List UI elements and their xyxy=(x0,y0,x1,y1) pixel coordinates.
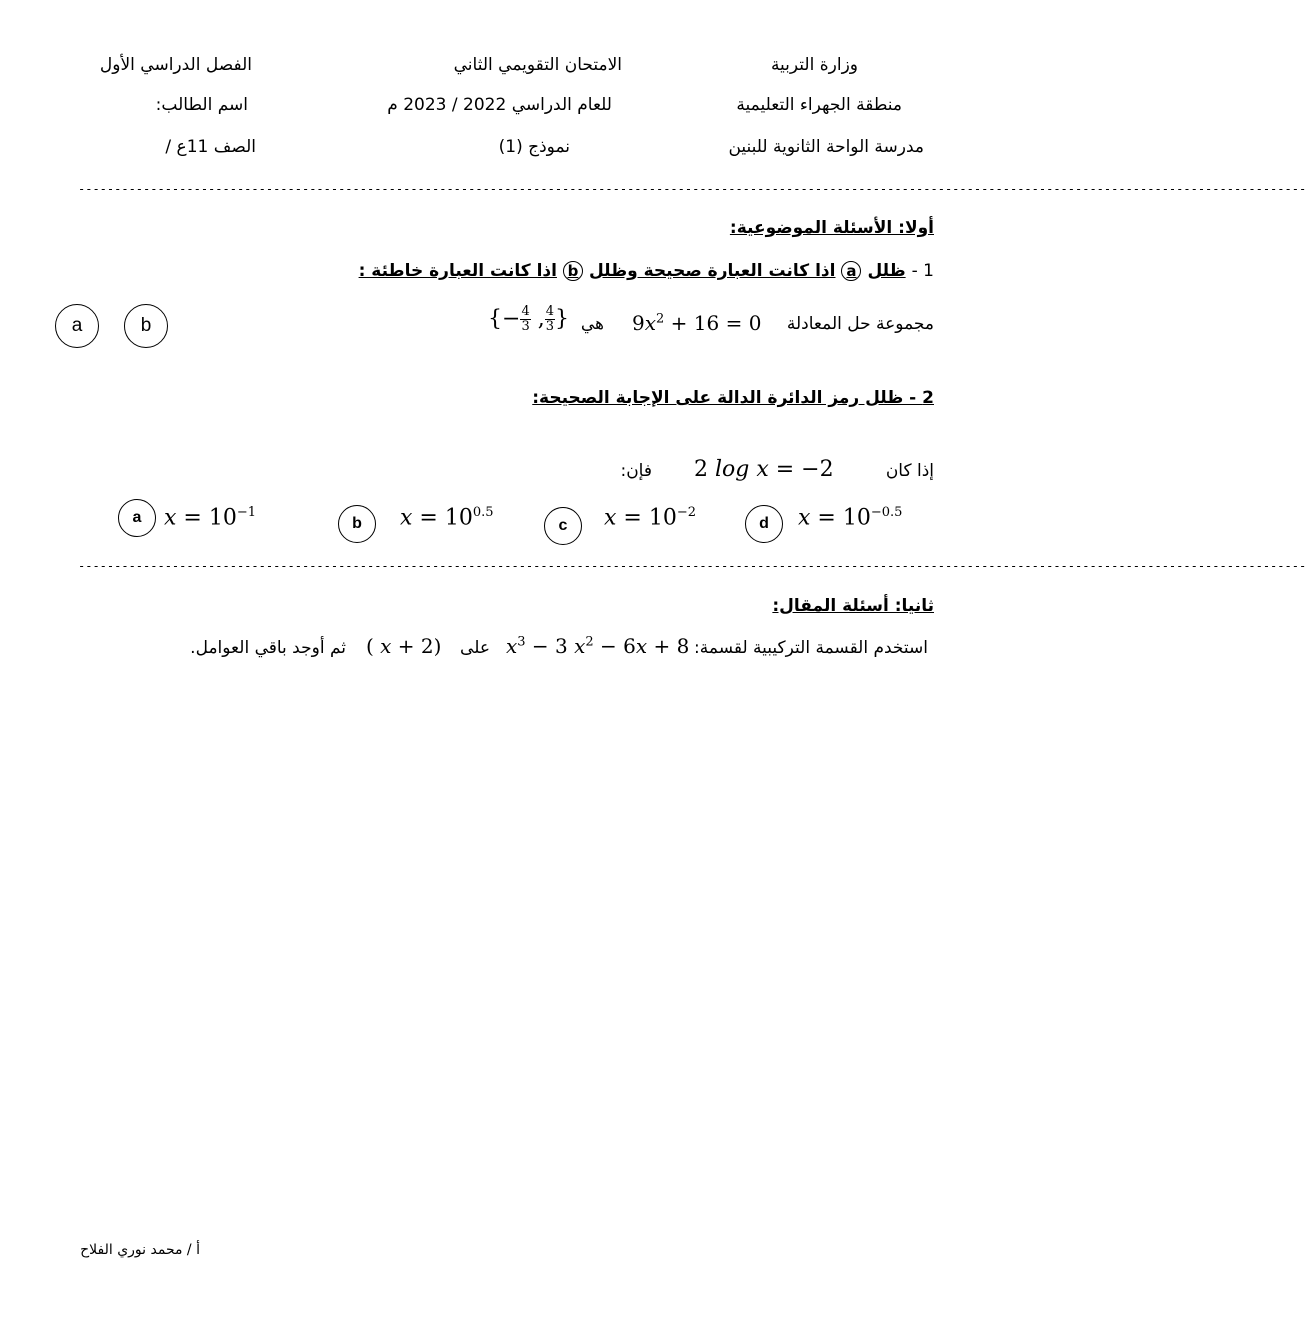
q1-true-label: اذا كانت العبارة صحيحة وظلل xyxy=(588,261,836,281)
q1-number: 1 - xyxy=(911,261,934,281)
q2-title: 2 - ظلل رمز الدائرة الدالة على الإجابة الصحيحة: xyxy=(532,388,934,408)
q1-instruction xyxy=(359,261,934,281)
essay-prefix: استخدم القسمة التركيبية لقسمة: xyxy=(694,638,928,658)
q2-option-a-answer: $x = 10^{-1}$ xyxy=(164,505,257,531)
ministry-label: وزارة التربية xyxy=(770,55,858,75)
q2-then-label: فإن: xyxy=(620,461,652,481)
q1-false-label: اذا كانت العبارة خاطئة : xyxy=(358,261,557,281)
student-name-label: اسم الطالب: xyxy=(155,95,248,115)
separator-line: -------------------------------------------------------------------------------------------------------------------------------------------------------------------------- xyxy=(78,182,1306,196)
q1-is-label: هي xyxy=(580,314,604,334)
section1-title: أولا: الأسئلة الموضوعية: xyxy=(729,218,934,238)
q1-choice-b[interactable]: b xyxy=(124,304,168,348)
q2-option-c-circle[interactable]: c xyxy=(544,507,582,545)
q2-if-label: إذا كان xyxy=(885,461,934,481)
author-credit: أ / محمد نوري الفلاح xyxy=(80,1242,200,1258)
exam-title: الامتحان التقويمي الثاني xyxy=(453,55,622,75)
q1-statement-text: مجموعة حل المعادلة xyxy=(786,314,934,334)
separator-line-2: -------------------------------------------------------------------------------------------------------------------------------------------------------------------------- xyxy=(78,559,1306,573)
q2-option-c-answer: $x = 10^{-2}$ xyxy=(604,505,697,531)
q2-option-a-circle[interactable]: a xyxy=(118,499,156,537)
section2-title: ثانيا: أسئلة المقال: xyxy=(772,596,934,616)
grade-label: الصف 11ع / xyxy=(165,137,256,157)
q2-option-b-circle[interactable]: b xyxy=(338,505,376,543)
year-label: للعام الدراسي 2022 / 2023 م xyxy=(387,95,612,115)
q2-option-d-circle[interactable]: d xyxy=(745,505,783,543)
essay-dividend: $x^3 - 3$ $x^2 - 6x + 8$ xyxy=(506,634,690,658)
q1-option-a-marker: a xyxy=(841,261,861,281)
model-label: نموذج (1) xyxy=(498,137,570,157)
q2-condition: 2 log x = −2 xyxy=(694,457,834,482)
region-label: منطقة الجهراء التعليمية xyxy=(736,95,902,115)
semester-label: الفصل الدراسي الأول xyxy=(99,55,252,75)
q1-solution-set: {− $\frac{4}{3}$ , $\frac{4}{3}$ } xyxy=(488,304,569,334)
school-label: مدرسة الواحة الثانوية للبنين xyxy=(728,137,924,157)
essay-divisor: ( x + 2) xyxy=(366,634,442,658)
q2-option-d-answer: $x = 10^{-0.5}$ xyxy=(798,505,903,531)
essay-then-label: ثم أوجد باقي العوامل. xyxy=(190,638,346,658)
q1-choice-a[interactable]: a xyxy=(55,304,99,348)
essay-on-label: على xyxy=(460,638,490,658)
q1-equation: $9x^2 + 16 = 0$ xyxy=(632,311,762,335)
q2-option-b-answer: $x = 10^{0.5}$ xyxy=(400,505,494,531)
q1-shade-label: ظلل xyxy=(867,261,906,281)
q1-option-b-marker: b xyxy=(563,261,583,281)
